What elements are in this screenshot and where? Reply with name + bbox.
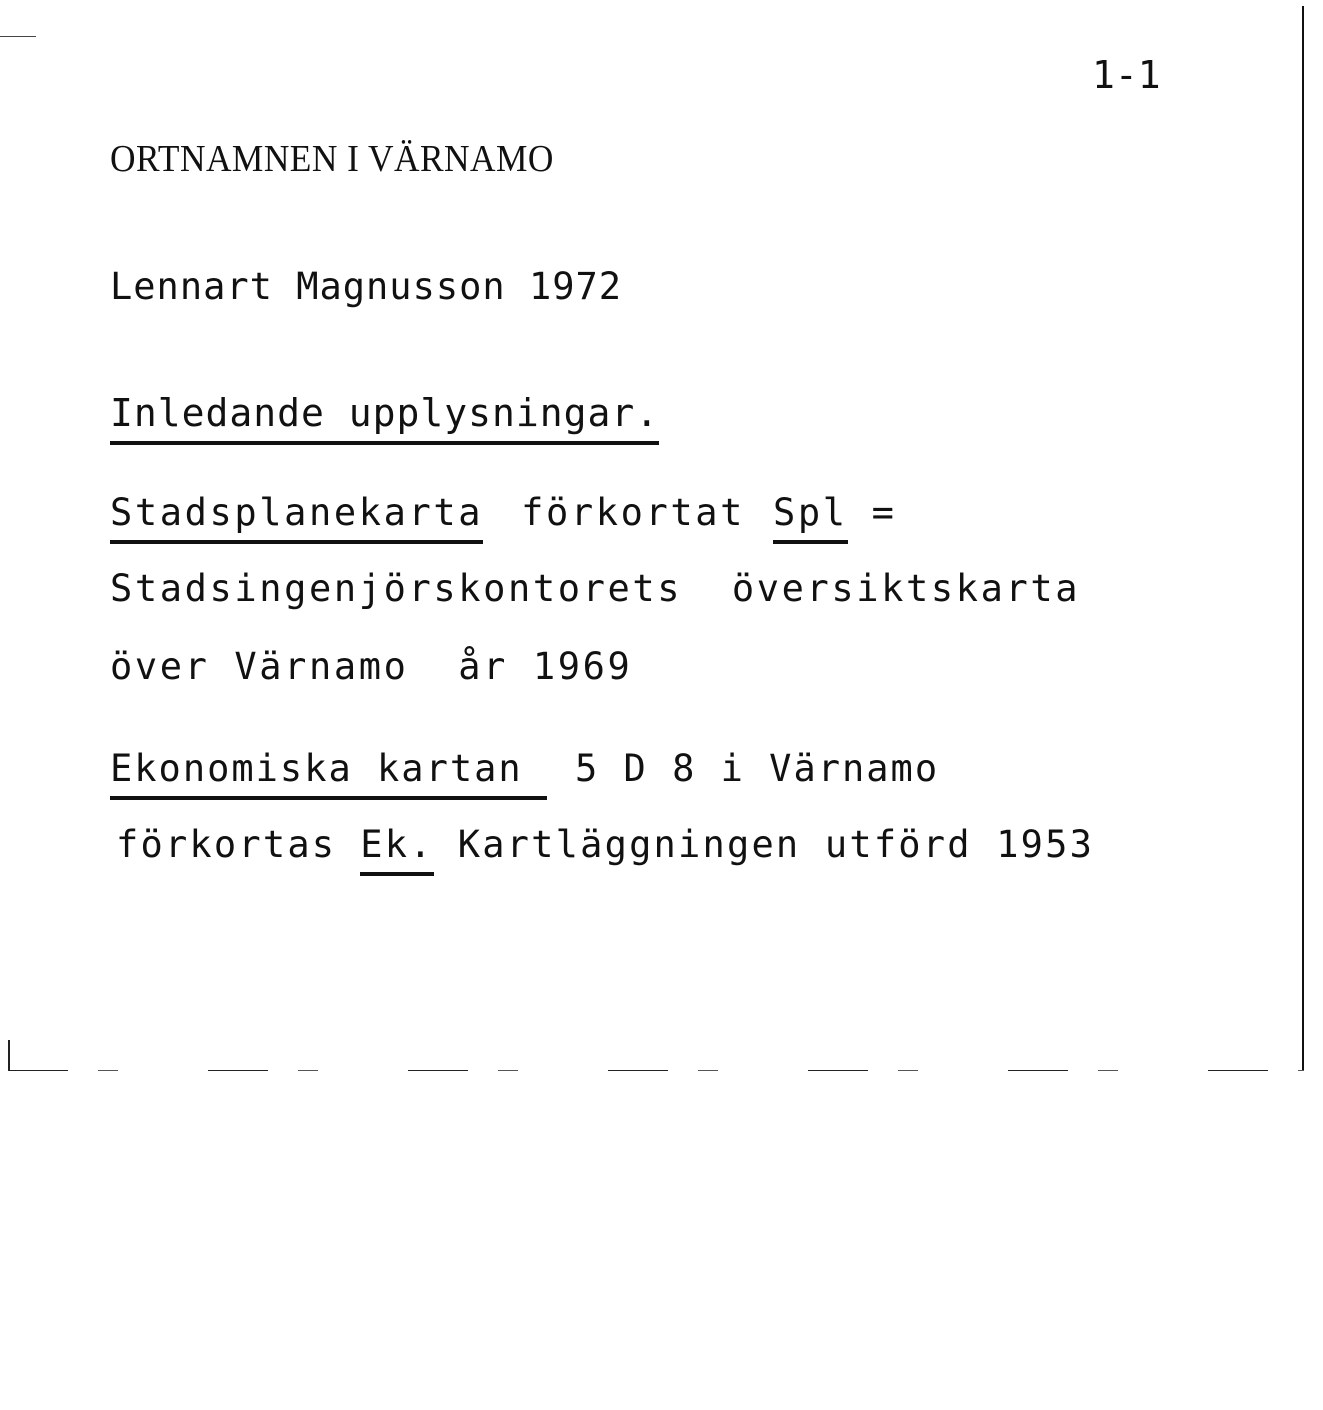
text-forkortas: förkortas: [116, 823, 337, 866]
card-right-edge: [1302, 6, 1304, 1070]
card-bottom-edge: [8, 1070, 1304, 1071]
document-title: ORTNAMNEN I VÄRNAMO: [110, 138, 554, 180]
map-reference: 5 D 8 i Värnamo: [574, 747, 940, 790]
text-forkortat: förkortat: [521, 491, 746, 534]
card-top-mark: [0, 36, 36, 37]
card-corner-mark: [8, 1040, 10, 1070]
text-line-4: [110, 747, 940, 790]
text-line-3: över Värnamo år 1969: [110, 645, 633, 688]
abbr-spl: Spl: [773, 491, 848, 544]
author-line: Lennart Magnusson 1972: [110, 265, 623, 308]
term-ekonomiska-kartan: Ekonomiska kartan: [110, 747, 547, 800]
equals-sign: =: [871, 491, 897, 534]
term-stadsplanekarta: Stadsplanekarta: [110, 491, 483, 544]
survey-note: Kartläggningen utförd 1953: [457, 823, 1095, 866]
text-line-5: [116, 823, 1095, 866]
section-heading-text: Inledande upplysningar.: [110, 391, 659, 445]
text-line-2: Stadsingenjörskontorets översiktskarta: [110, 567, 1081, 610]
text-line-1: [110, 491, 897, 534]
page-number: 1-1: [1092, 53, 1161, 97]
section-heading: [110, 391, 660, 435]
abbr-ek: Ek.: [360, 823, 433, 876]
